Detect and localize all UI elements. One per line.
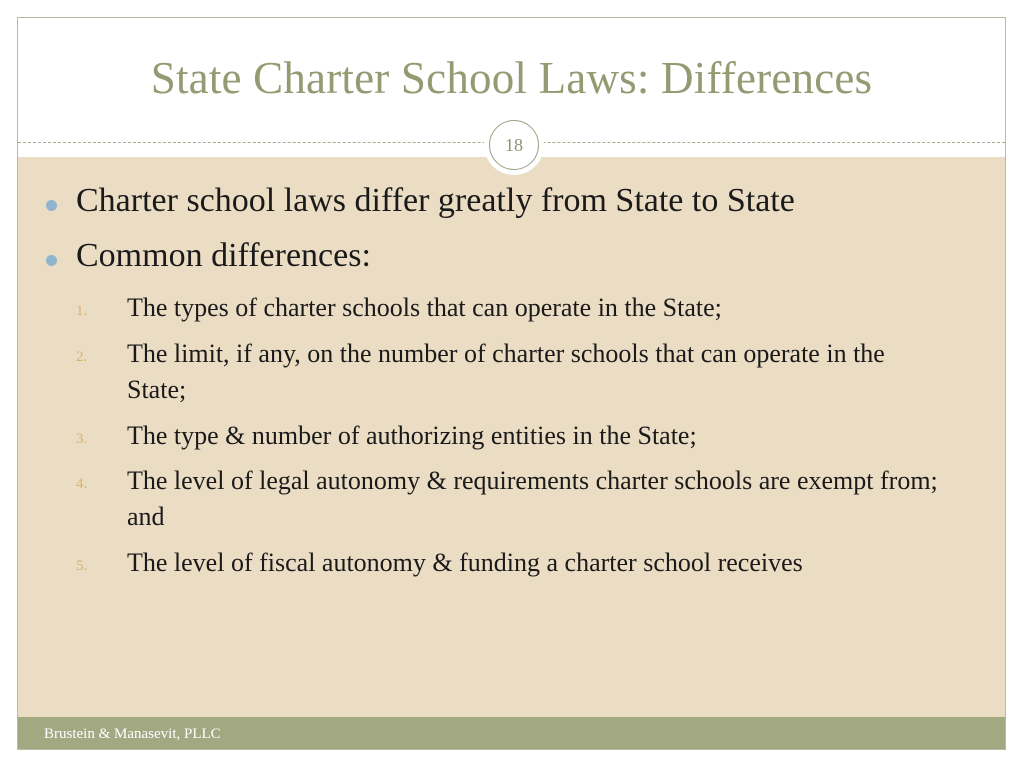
item-number: 2. [76, 349, 88, 365]
bullet-text: Common differences: [76, 237, 371, 274]
item-text: The type & number of authorizing entities in the State; [127, 421, 697, 450]
slide [17, 17, 1006, 750]
slide-title: State Charter School Laws: Differences [150, 53, 873, 103]
slide-body [18, 157, 1005, 717]
bullet-dot-icon [46, 255, 57, 266]
footer-bar [18, 717, 1005, 750]
bullet-dot-icon [46, 200, 57, 211]
item-text: The types of charter schools that can operate in the State; [127, 293, 722, 322]
item-text: The limit, if any, on the number of charter schools that can operate in the State; [127, 339, 885, 404]
item-text: The level of fiscal autonomy & funding a charter school receives [127, 548, 803, 577]
footer-text: Brustein & Manasevit, PLLC [44, 726, 221, 742]
item-number: 1. [76, 303, 88, 319]
item-number: 4. [76, 476, 88, 492]
page-number: 18 [489, 120, 539, 170]
item-number: 3. [76, 431, 88, 447]
item-number: 5. [76, 558, 88, 574]
bullet-text: Charter school laws differ greatly from State to State [76, 182, 795, 219]
item-text: The level of legal autonomy & requirements charter schools are exempt from; and [127, 466, 938, 531]
